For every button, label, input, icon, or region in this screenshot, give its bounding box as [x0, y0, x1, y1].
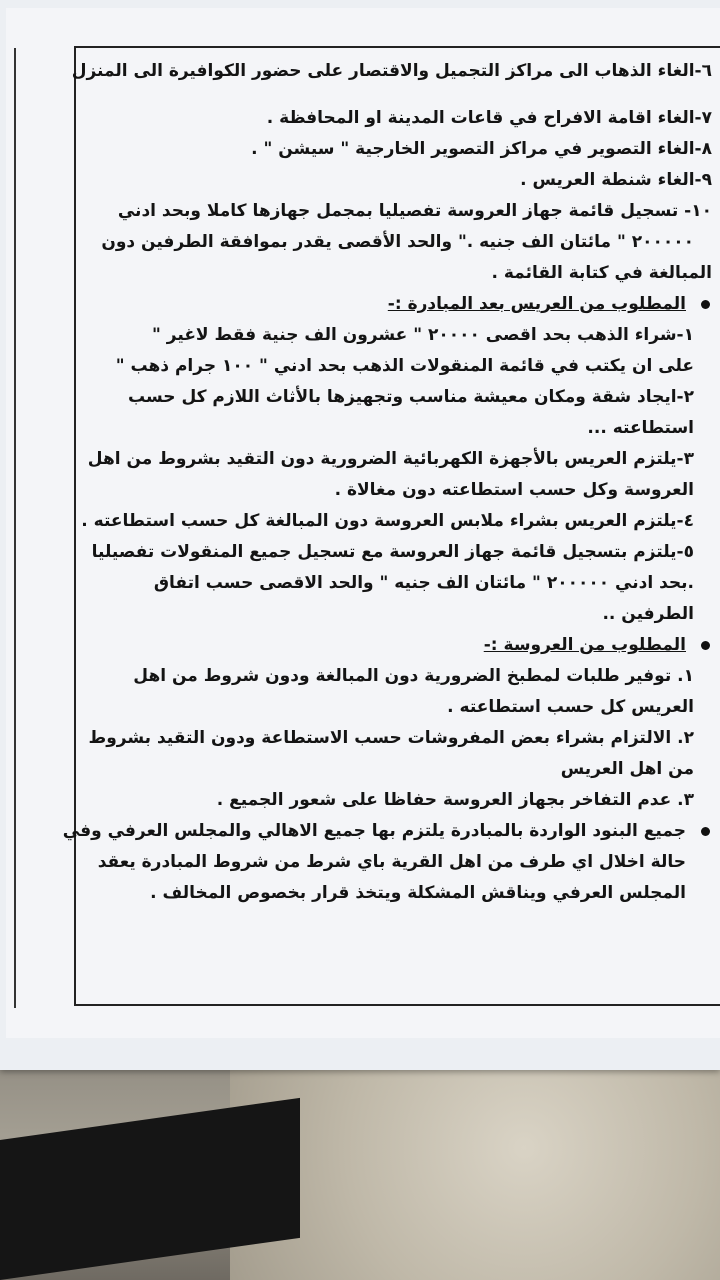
item-10-cont-2: المبالغة في كتابة القائمة .: [491, 263, 712, 283]
bullet-icon: [701, 300, 710, 309]
bride-item: ١. توفير طلبات لمطبخ الضرورية دون المبالغة ودون شروط من اهل: [133, 666, 694, 686]
groom-item: ٥-يلتزم بتسجيل قائمة جهاز العروسة مع تسجيل جميع المنقولات تفصيليا: [91, 542, 694, 562]
bullet-icon: [701, 641, 710, 650]
item-10-cont-1: ٢٠٠٠٠٠ " مائتان الف جنيه ." والحد الأقصى يقدر بموافقة الطرفين دون: [101, 232, 694, 252]
groom-heading: [32, 289, 712, 320]
bride-item: العريس كل حسب استطاعته .: [447, 697, 694, 717]
groom-item: .بحد ادني ٢٠٠٠٠٠ " مائتان الف جنيه " والحد الاقصى حسب اتفاق: [153, 573, 694, 593]
groom-item: ٤-يلتزم العريس بشراء ملابس العروسة دون المبالغة كل حسب استطاعته .: [81, 511, 694, 531]
item-8: ٨-الغاء التصوير في مراكز التصوير الخارجية " سيشن " .: [251, 139, 712, 159]
groom-item: العروسة وكل حسب استطاعته دون مغالاة .: [334, 480, 694, 500]
bride-item: ٣. عدم التفاخر بجهاز العروسة حفاظا على شعور الجميع .: [216, 790, 694, 810]
bride-item: ٢. الالتزام بشراء بعض المفروشات حسب الاستطاعة ودون التقيد بشروط: [88, 728, 694, 748]
groom-item: ٢-ايجاد شقة ومكان معيشة مناسب وتجهيزها بالأثاث اللازم كل حسب: [127, 387, 694, 407]
item-7: ٧-الغاء اقامة الافراح في قاعات المدينة او المحافظة .: [266, 108, 712, 128]
groom-item: الطرفين ..: [602, 604, 694, 624]
rug: [230, 1060, 720, 1280]
item-10: ١٠- تسجيل قائمة جهاز العروسة تفصيليا بمجمل جهازها كاملا وبحد ادني: [117, 201, 712, 221]
groom-item: على ان يكتب في قائمة المنقولات الذهب بحد ادني " ١٠٠ جرام ذهب ": [115, 356, 694, 376]
page-border-left: [14, 48, 16, 1008]
closing-line: جميع البنود الواردة بالمبادرة يلتزم بها جميع الاهالي والمجلس العرفي وفي: [62, 821, 686, 841]
groom-item: ١-شراء الذهب بحد اقصى ٢٠٠٠٠ " عشرون الف جنية فقط لاغير ": [152, 325, 694, 345]
page-content: [32, 56, 712, 909]
closing-line: المجلس العرفي ويناقش المشكلة ويتخذ قرار بخصوص المخالف .: [150, 883, 686, 903]
closing-line: حالة اخلال اي طرف من اهل القرية باي شرط من شروط المبادرة يعقد: [97, 852, 686, 872]
printed-page: [6, 8, 720, 1038]
bride-heading: [32, 630, 712, 661]
item-9: ٩-الغاء شنطة العريس .: [520, 170, 712, 190]
closing-paragraph: [32, 816, 712, 909]
groom-heading-text: المطلوب من العريس بعد المبادرة :-: [387, 294, 686, 314]
bride-item: من اهل العريس: [560, 759, 694, 779]
item-6: ٦-الغاء الذهاب الى مراكز التجميل والاقتصار على حضور الكوافيرة الى المنزل: [71, 61, 712, 81]
groom-item: ٣-يلتزم العريس بالأجهزة الكهربائية الضرورية دون التقيد بشروط من اهل: [87, 449, 694, 469]
groom-item: استطاعته ...: [587, 418, 694, 438]
bride-heading-text: المطلوب من العروسة :-: [483, 635, 686, 655]
bullet-icon: [701, 827, 710, 836]
